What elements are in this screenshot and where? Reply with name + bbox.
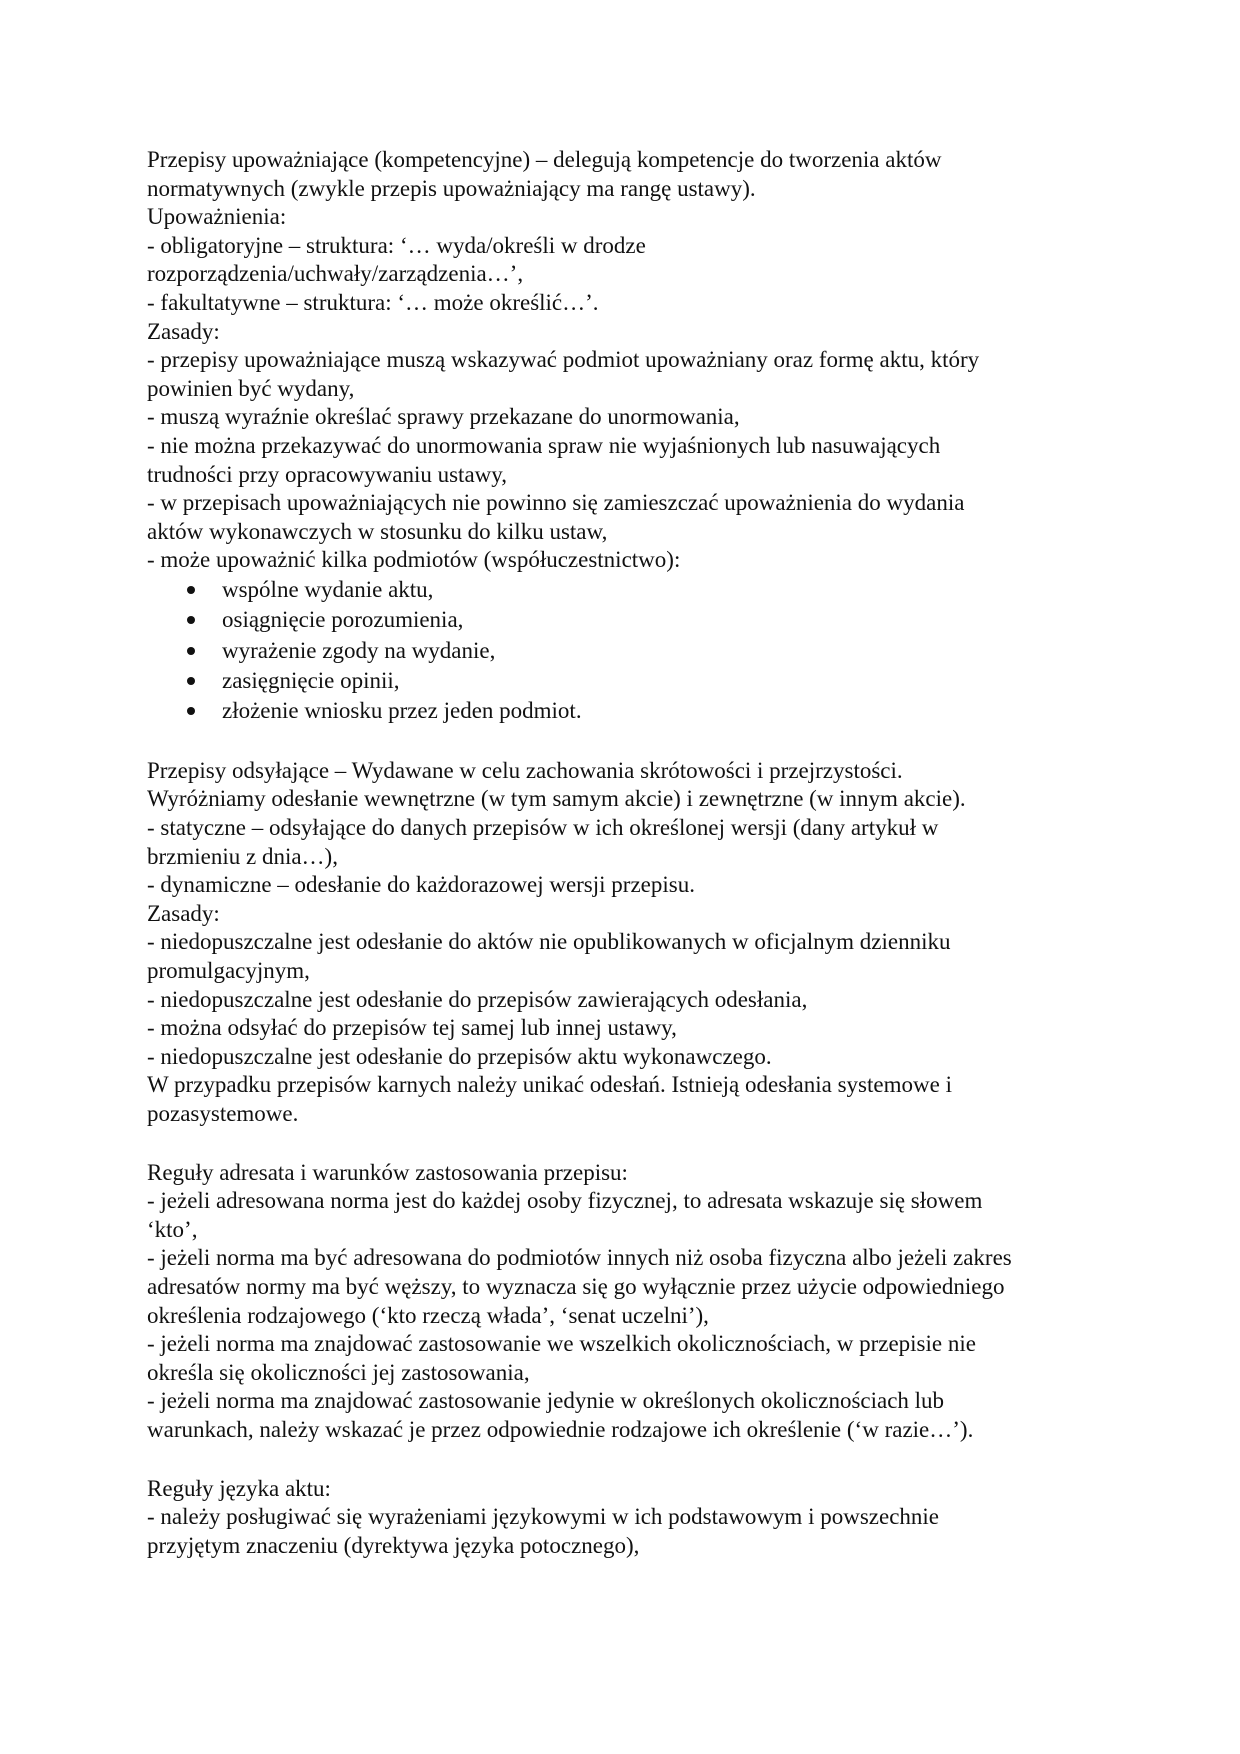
- text-line: - fakultatywne – struktura: ‘… może określić…’.: [147, 289, 599, 315]
- section-przepisy-upowazniajace: [147, 146, 1107, 727]
- text-line: rozporządzenia/uchwały/zarządzenia…’,: [147, 261, 524, 287]
- text-line: Reguły języka aktu:: [147, 1475, 331, 1501]
- list-item: [147, 605, 1107, 635]
- text-line: Zasady:: [147, 318, 220, 344]
- text-line: określenia rodzajowego (‘kto rzeczą włada’, ‘senat uczelni’),: [147, 1302, 709, 1328]
- text-line: brzmieniu z dnia…),: [147, 843, 338, 869]
- section-reguly-jezyka: [147, 1475, 1107, 1561]
- text-line: - niedopuszczalne jest odesłanie do aktów nie opublikowanych w oficjalnym dzienniku: [147, 929, 951, 955]
- paragraph-gap: [147, 727, 1107, 757]
- text-line: Przepisy odsyłające – Wydawane w celu zachowania skrótowości i przejrzystości.: [147, 757, 903, 783]
- text-line: pozasystemowe.: [147, 1100, 299, 1126]
- paragraph-gap: [147, 1129, 1107, 1159]
- text-line: - muszą wyraźnie określać sprawy przekazane do unormowania,: [147, 404, 740, 430]
- text-line: - niedopuszczalne jest odesłanie do przepisów aktu wykonawczego.: [147, 1043, 772, 1069]
- text-line: przyjętym znaczeniu (dyrektywa języka potocznego),: [147, 1532, 640, 1558]
- document-page: [147, 146, 1107, 1560]
- text-line: - nie można przekazywać do unormowania spraw nie wyjaśnionych lub nasuwających: [147, 432, 941, 458]
- list-item: [147, 666, 1107, 696]
- text-line: - jeżeli norma ma znajdować zastosowanie we wszelkich okolicznościach, w przepisie nie: [147, 1331, 976, 1357]
- text-line: - może upoważnić kilka podmiotów (współuczestnictwo):: [147, 547, 681, 573]
- bullet-icon: [187, 647, 195, 655]
- bullet-icon: [187, 616, 195, 624]
- text-line: ‘kto’,: [147, 1216, 198, 1242]
- text-line: normatywnych (zwykle przepis upoważniający ma rangę ustawy).: [147, 175, 756, 201]
- text-line: warunkach, należy wskazać je przez odpowiednie rodzajowe ich określenie (‘w razie…’).: [147, 1416, 974, 1442]
- text-line: powinien być wydany,: [147, 375, 355, 401]
- text-line: określa się okoliczności jej zastosowania,: [147, 1359, 530, 1385]
- list-item-label: wspólne wydanie aktu,: [222, 576, 434, 602]
- text-line: - statyczne – odsyłające do danych przepisów w ich określonej wersji (dany artykuł w: [147, 815, 939, 841]
- list-item: [147, 696, 1107, 726]
- bullet-list: [147, 575, 1107, 727]
- list-item-label: zasięgnięcie opinii,: [222, 668, 400, 694]
- text-line: - można odsyłać do przepisów tej samej lub innej ustawy,: [147, 1015, 677, 1041]
- text-line: Reguły adresata i warunków zastosowania przepisu:: [147, 1159, 628, 1185]
- text-line: trudności przy opracowywaniu ustawy,: [147, 461, 508, 487]
- list-item-label: wyrażenie zgody na wydanie,: [222, 637, 496, 663]
- text-line: Przepisy upoważniające (kompetencyjne) – delegują kompetencje do tworzenia aktów: [147, 147, 942, 172]
- bullet-icon: [187, 677, 195, 685]
- list-item-label: złożenie wniosku przez jeden podmiot.: [222, 698, 582, 724]
- text-line: - należy posługiwać się wyrażeniami językowymi w ich podstawowym i powszechnie: [147, 1504, 939, 1530]
- text-line: W przypadku przepisów karnych należy unikać odesłań. Istnieją odesłania systemowe i: [147, 1072, 952, 1098]
- list-item: [147, 636, 1107, 666]
- text-line: - obligatoryjne – struktura: ‘… wyda/określi w drodze: [147, 232, 646, 258]
- text-line: aktów wykonawczych w stosunku do kilku ustaw,: [147, 518, 608, 544]
- text-line: adresatów normy ma być węższy, to wyznacza się go wyłącznie przez użycie odpowiedniego: [147, 1273, 1005, 1299]
- paragraph-gap: [147, 1445, 1107, 1475]
- list-item: [147, 575, 1107, 605]
- text-line: Wyróżniamy odesłanie wewnętrzne (w tym samym akcie) i zewnętrzne (w innym akcie).: [147, 786, 966, 812]
- text-line: Zasady:: [147, 900, 220, 926]
- bullet-icon: [187, 586, 195, 594]
- section-reguly-adresata: [147, 1159, 1107, 1445]
- text-line: Upoważnienia:: [147, 204, 287, 230]
- text-line: - w przepisach upoważniających nie powinno się zamieszczać upoważnienia do wydania: [147, 490, 965, 516]
- text-line: - przepisy upoważniające muszą wskazywać podmiot upoważniany oraz formę aktu, który: [147, 347, 980, 373]
- text-line: - jeżeli adresowana norma jest do każdej osoby fizycznej, to adresata wskazuje się słowem: [147, 1188, 983, 1214]
- text-line: - dynamiczne – odesłanie do każdorazowej wersji przepisu.: [147, 872, 695, 898]
- section-przepisy-odsylajace: [147, 757, 1107, 1129]
- text-line: - jeżeli norma ma być adresowana do podmiotów innych niż osoba fizyczna albo jeżeli zakres: [147, 1245, 1012, 1271]
- text-line: - niedopuszczalne jest odesłanie do przepisów zawierających odesłania,: [147, 986, 808, 1012]
- text-line: - jeżeli norma ma znajdować zastosowanie jedynie w określonych okolicznościach lub: [147, 1388, 945, 1414]
- text-line: promulgacyjnym,: [147, 958, 310, 984]
- list-item-label: osiągnięcie porozumienia,: [222, 607, 464, 633]
- bullet-icon: [187, 707, 195, 715]
